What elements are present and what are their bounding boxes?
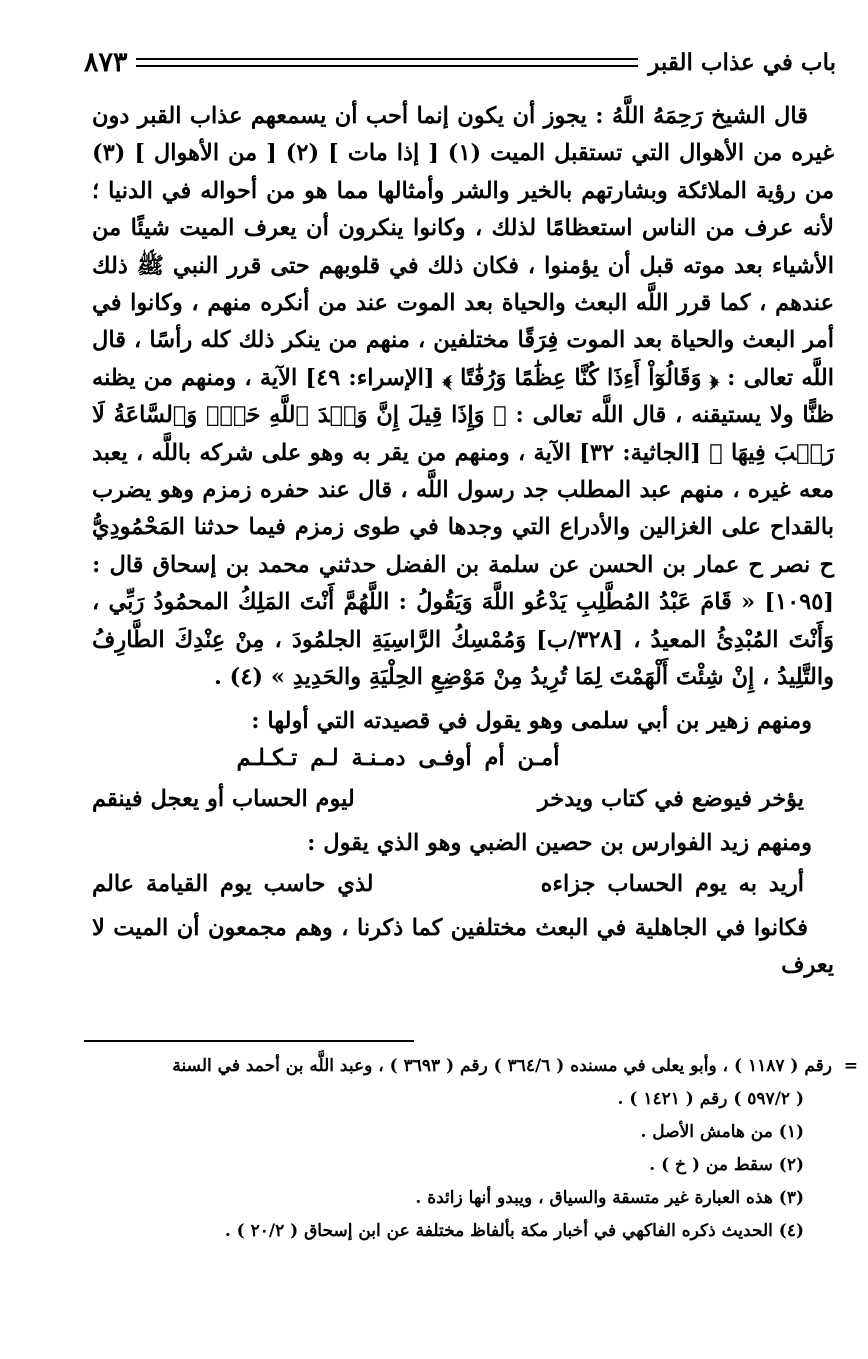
footnote-2: (٢) سقط من ( خ ) . xyxy=(649,1155,804,1175)
zuhair-verse xyxy=(92,781,834,818)
zuhair-opening-verse: أمـن أم أوفـى دمـنـة لـم تـكـلـم xyxy=(236,744,560,771)
header-rule xyxy=(136,58,639,67)
zaid-intro: ومنهم زيد الفوارس بن حصين الضبي وهو الذي يقول : xyxy=(307,829,812,856)
zuhair-first-hemistich: يؤخر فيوضع في كتاب ويدخر xyxy=(537,786,804,813)
footnote-continuation xyxy=(60,1050,858,1083)
footnote-1: (١) من هامش الأصل . xyxy=(640,1122,804,1142)
zuhair-intro: ومنهم زهير بن أبي سلمى وهو يقول في قصيدته التي أولها : xyxy=(251,707,812,734)
footnote-4: (٤) الحديث ذكره الفاكهي في أخبار مكة بألفاظ مختلفة عن ابن إسحاق ( ٢٠/٢ ) . xyxy=(224,1221,804,1241)
footnotes xyxy=(60,1050,858,1248)
footnote-continuation-line2: ( ٥٩٧/٢ ) رقم ( ١٤٢١ ) . xyxy=(617,1089,804,1109)
main-text xyxy=(92,98,834,984)
main-paragraph: قال الشيخ رَحِمَهُ اللَّهُ : يجوز أن يكون إنما أحب أن يسمعهم عذاب القبر دون غيره من الأهوال التي تستقبل الميت (١) [ إذا مات ] (٢) [ من الأهوال ] (٣) من رؤية الملائكة وبشارتهم بالخير والشر وأمثالها مما هو من أحواله في الدنيا ؛ لأنه عرف من الناس استعظامًا لذلك ، وكانوا ينكرون أن يعرف الميت شيئًا من الأشياء بعد موته قبل أن يؤمنوا ، فكان ذلك في قلوبهم حتى قرر النبي ﷺ ذلك عندهم ، كما قرر اللَّه البعث والحياة بعد الموت عند من أنكره منهم ، وكانوا في أمر البعث والحياة بعد الموت فِرَقًا مختلفين ، منهم من ينكر ذلك كله رأسًا ، قال اللَّه تعالى : ﴿ وَقَالُوٓاْ أَءِذَا كُنَّا عِظَٰمًا وَرُفَٰتًا ﴾ [الإسراء: ٤٩] الآية ، ومنهم من يظنه ظنًّا ولا يستيقنه ، قال اللَّه تعالى : ﴿ وَإِذَا قِيلَ إِنَّ وَعۡدَ ٱللَّهِ حَقّٞ وَٱلسَّاعَةُ لَا رَيۡبَ فِيهَا ﴾ [الجاثية: ٣٢] الآية ، ومنهم من يقر به وهو على شركه باللَّه ، يعبد معه غيره ، منهم عبد المطلب جد رسول اللَّه ، قال عند حفره زمزم وهو يضرب بالقداح على الغزالين والأدراع التي وجدها في طوى زمزم فيما حدثنا المَحْمُودِيُّ ح نصر ح عمار بن الحسن عن سلمة بن الفضل حدثني محمد بن إسحاق قال : [١٠٩٥] « قَامَ عَبْدُ المُطَّلِبِ يَدْعُو اللَّهَ وَيَقُولُ : اللَّهُمَّ أَنْتَ المَلِكُ المحمُودُ رَبِّي ، وَأَنْتَ المُبْدِئُ المعيدُ ، [٣٢٨/ب] وَمُمْسِكُ الرَّاسِيَةِ الجلمُودَ ، مِنْ عِنْدِكَ الطَّارِفُ والتَّلِيدُ ، إِنْ شِئْتَ أَلْهَمْتَ لِمَا تُرِيدُ مِنْ مَوْضِعِ الحِلْيَةِ والحَدِيدِ » (٤) . xyxy=(92,103,835,691)
zaid-first-hemistich: أريد به يوم الحساب جزاءه xyxy=(540,871,804,898)
page-header xyxy=(84,40,836,84)
continuation-mark: = xyxy=(843,1056,858,1076)
closing-line: فكانوا في الجاهلية في البعث مختلفين كما ذكرنا ، وهم مجمعون أن الميت لا يعرف xyxy=(92,914,834,978)
zaid-second-hemistich: لذي حاسب يوم القيامة عالم xyxy=(92,871,374,898)
zaid-verse xyxy=(92,866,834,903)
chapter-title: باب في عذاب القبر xyxy=(648,48,836,76)
footnote-continuation-line1: رقم ( ١١٨٧ ) ، وأبو يعلى في مسنده ( ٣٦٤/٦ ) رقم ( ٣٦٩٣ ) ، وعبد اللَّه بن أحمد في السنة xyxy=(172,1056,832,1076)
footnote-3: (٣) هذه العبارة غير متسقة والسياق ، ويبدو أنها زائدة . xyxy=(415,1188,804,1208)
page-number: ٨٧٣ xyxy=(84,46,128,78)
footnote-separator xyxy=(84,1040,414,1042)
zuhair-second-hemistich: ليوم الحساب أو يعجل فينقم xyxy=(92,786,355,813)
